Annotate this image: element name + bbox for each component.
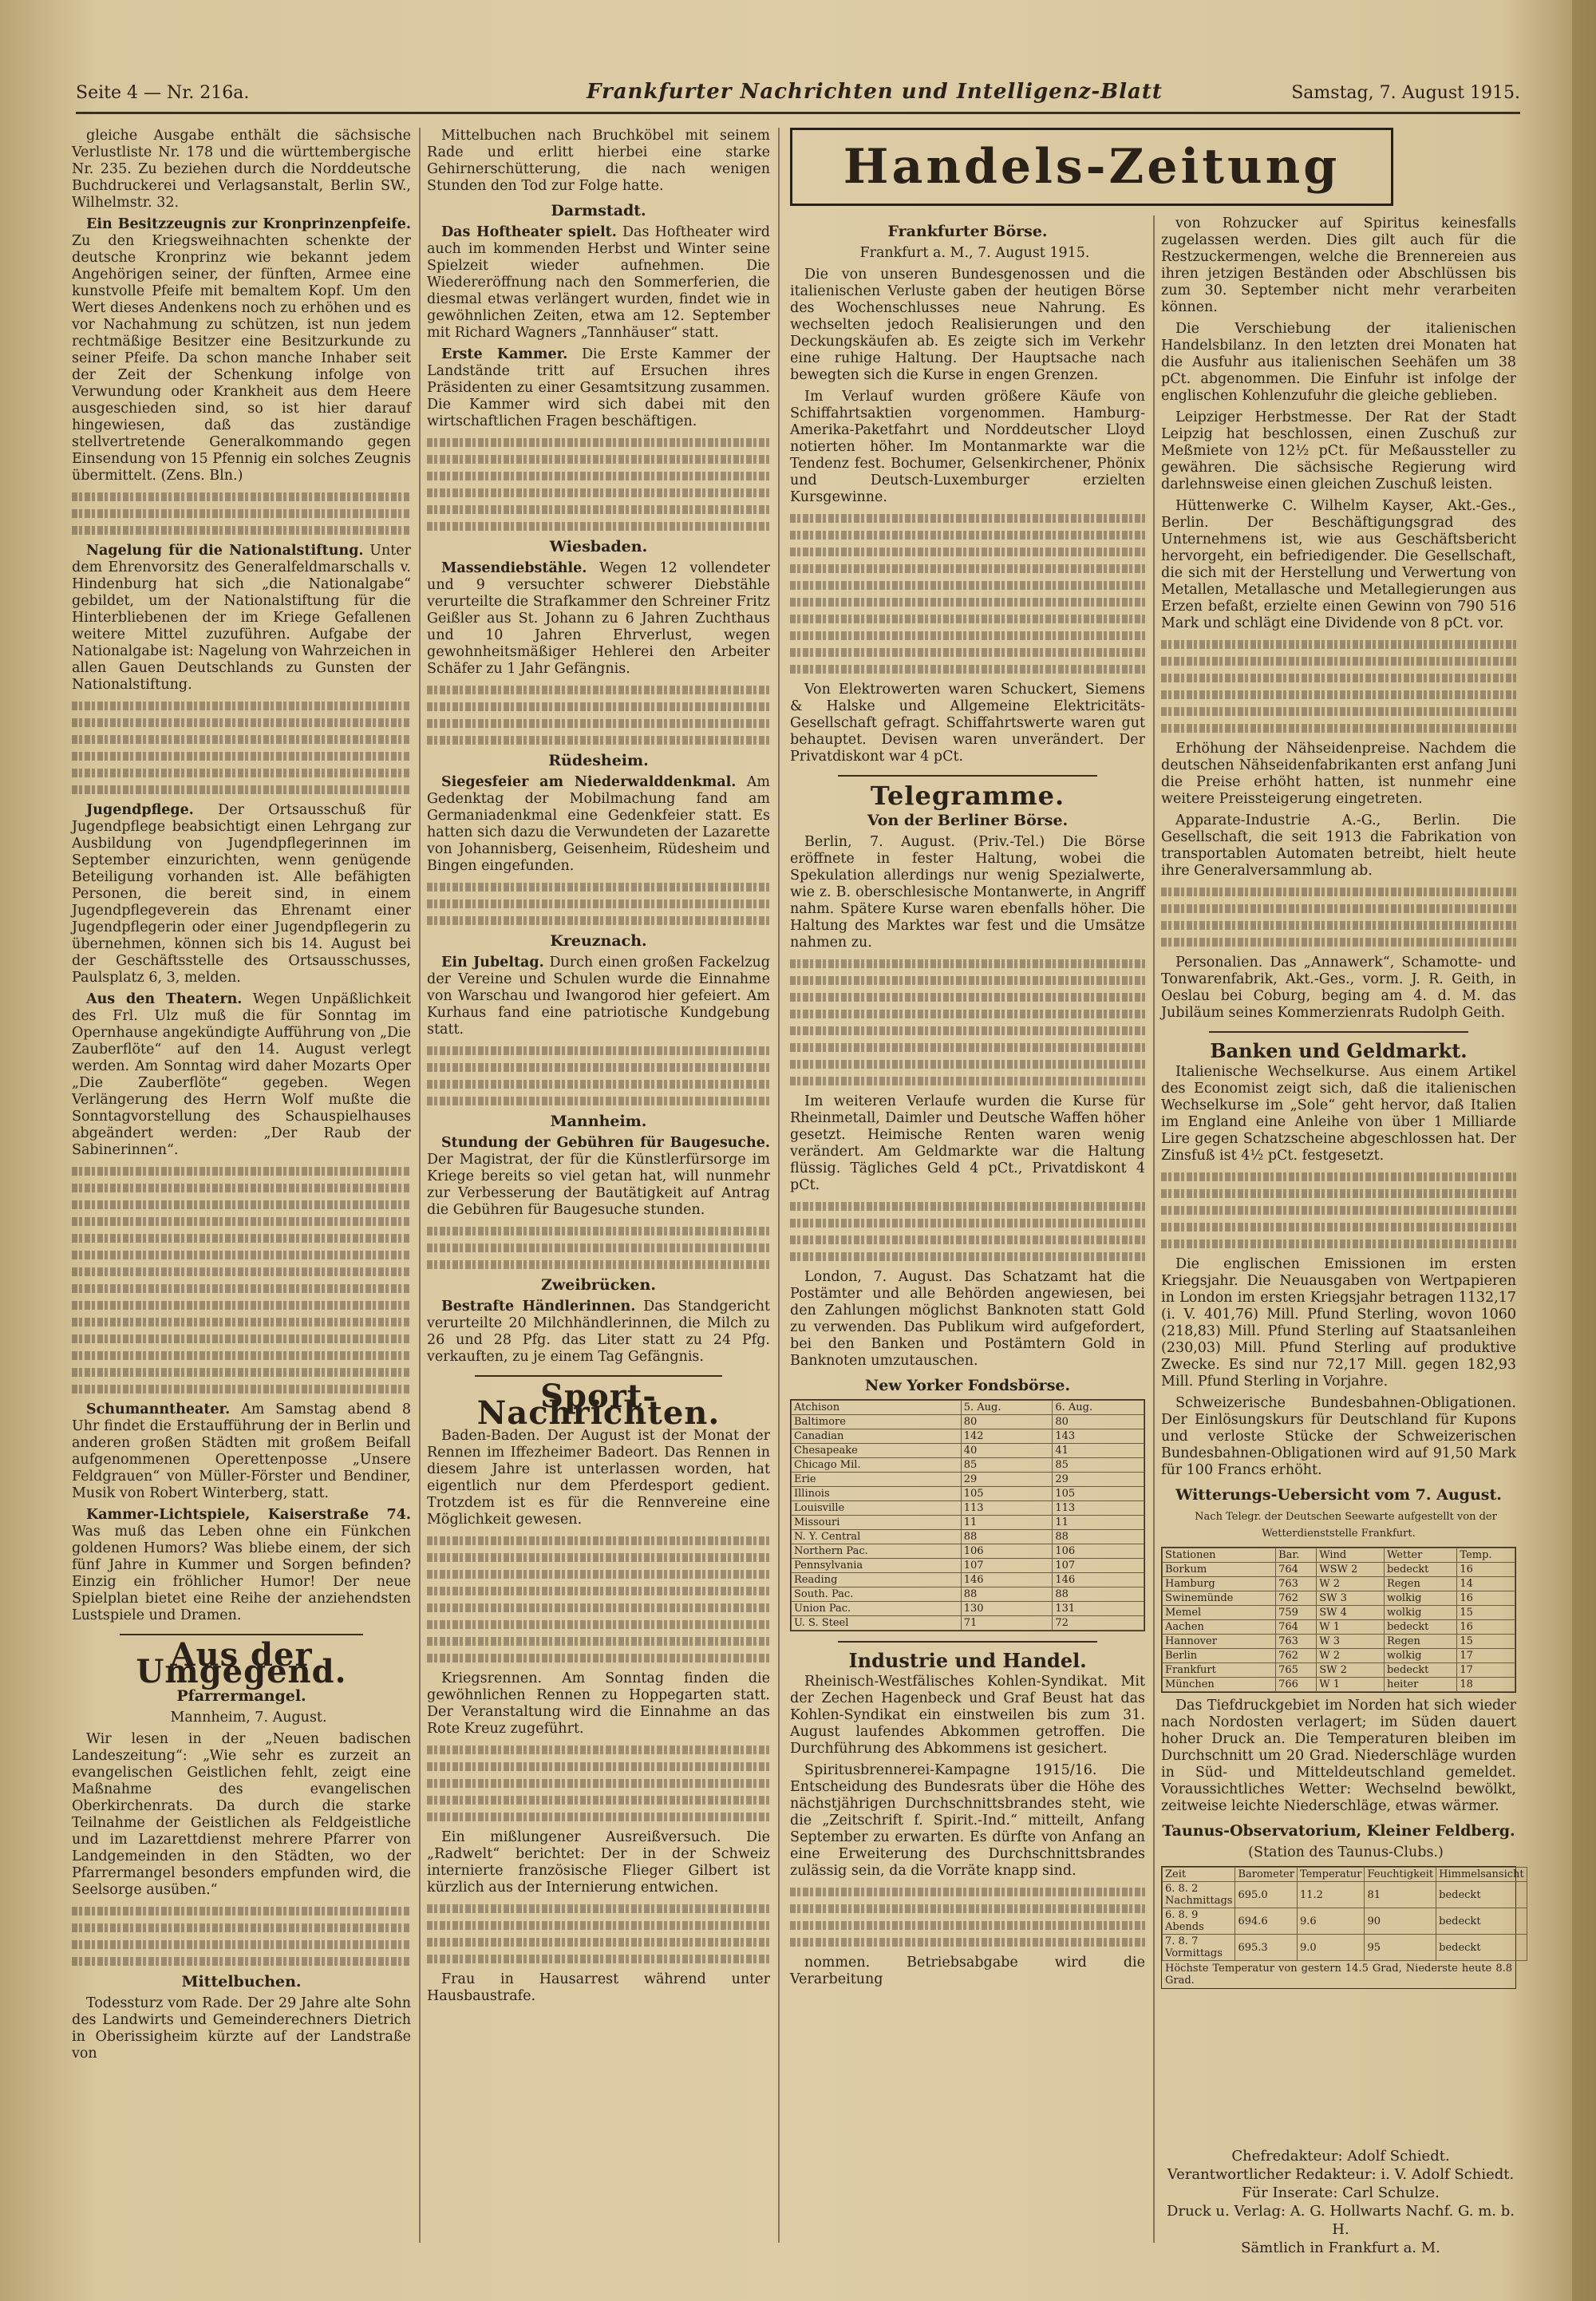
article-text: Von Elektrowerten waren Schuckert, Siemens & Halske und Allgemeine Elektricitäts-Gesellschaft gefragt. Schiffahrtswerte waren gut behauptet. Devisen waren unverändert. Der Privatdiskont war 4 pCt. (790, 682, 1145, 765)
table-cell: Memel (1163, 1606, 1276, 1620)
article-text: Die Verschiebung der italienischen Handelsbilanz. In den letzten drei Monaten hat die Ausfuhr aus italienischen Seehäfen um 38 pCt. abgenommen. Die Einfuhr ist infolge der englischen Kohlenzufuhr die gleiche geblieben. (1161, 321, 1516, 404)
table-cell: 130 (961, 1602, 1053, 1616)
article-text: Ein mißlungener Ausreißversuch. Die „Radwelt“ berichtet: Der in der Schweiz internierte französische Flieger Gilbert ist kürzlich aus der Internierung entwichen. (427, 1829, 770, 1896)
table-cell: Missouri (792, 1516, 962, 1530)
article-text: Todessturz vom Rade. Der 29 Jahre alte Sohn des Landwirts und Gemeinderechners Dietrich in Oberissigheim kürzte auf der Landstraße von (72, 1995, 411, 2062)
subheading: New Yorker Fondsbörse. (864, 1377, 1071, 1394)
article-text: Baden-Baden. Der August ist der Monat der Rennen im Iffezheimer Badeort. Das Rennen in diesem Jahre ist unterlassen worden, hat eigentlich nur dem Pferdesport gedient. Trotzdem ist es für die Rennvereine eine Möglichkeit gewesen. (427, 1428, 770, 1528)
table-cell: 762 (1276, 1591, 1317, 1606)
table-cell: 763 (1276, 1577, 1317, 1591)
station-note: (Station des Taunus-Clubs.) (1248, 1844, 1444, 1860)
article-text: Die von unseren Bundesgenossen und die italienischen Verluste gaben der heutigen Börse des Wochenschlusses neue Nahrung. Es wechselten jedoch Realisierungen und den Deckungskäufen ab. Es zeigte sich im Verkehr eine ruhige Haltung. Der Hauptsache nach bewegten sich die Kurse in engen Grenzen. (790, 267, 1145, 383)
table-row (1163, 1935, 1527, 1961)
article-text: Im weiteren Verlaufe wurden die Kurse für Rheinmetall, Daimler und Deutsche Waffen höher gesetzt. Heimische Renten waren wenig verändert. Am Geldmarkte war die Haltung flüssig. Tägliches Geld 4 pCt., Privatdiskont 4 pCt. (790, 1093, 1145, 1193)
article-text: Was muß das Leben ohne ein Fünkchen goldenen Humors? Was bliebe einem, der sich fünf Jahre in Kummer und Sorgen befinden? Einzig ein fröhlicher Humor! Der neue Spielplan bietet eine Reihe der anziehendsten Lustspiele und Dramen. (72, 1524, 411, 1623)
table-header: Wind (1317, 1548, 1385, 1563)
article-lead: Erste Kammer. (441, 346, 568, 362)
article-text: Das Standgericht verurteilte 20 Milchhändlerinnen, die Milch zu 26 und 28 Pfg. das Liter statt zu 24 Pfg. verkauften, zu je einem Tag Gefängnis. (427, 1299, 771, 1365)
article-text: Frau in Hausarrest während unter Hausbaustrafe. (427, 1971, 770, 2004)
article-text: Unter dem Ehrenvorsitz des Generalfeldmarschalls v. Hindenburg hat sich „die Nationalgabe“ gebildet, um der Nationalstiftung für die Hinterbliebenen der im Kriege Gefallenen weitere Mittel zuzuführen. Aufgabe der Nationalgabe ist: Nagelung von Wahrzeichen in allen Gauen Deutschlands zu Gunsten der Nationalstiftung. (72, 543, 411, 693)
article (427, 560, 770, 678)
table-cell: München (1163, 1678, 1276, 1692)
article (427, 955, 770, 1038)
table-row (792, 1444, 1144, 1458)
article-text: Die Erste Kammer der Landstände tritt auf Ersuchen ihres Präsidenten zu einer Gesamtsitzung zusammen. Die Kammer wird sich dabei mit den wirtschaftlichen Fragen beschäftigen. (427, 346, 770, 429)
table-cell: Illinois (792, 1487, 962, 1501)
table-cell: 9.6 (1297, 1908, 1364, 1935)
table-header: Temp. (1457, 1548, 1515, 1563)
article-text: von Rohzucker auf Spiritus keinesfalls zugelassen werden. Dies gilt auch für die Restzuckermengen, welche die Brennereien aus ihren jetzigen Beständen oder Abschlüssen bis zum 30. September nicht mehr verarbeiten können. (1161, 215, 1516, 315)
subheading: Mittelbuchen. (181, 1973, 302, 1991)
table-cell: 695.0 (1235, 1882, 1298, 1908)
table-cell: 95 (1365, 1935, 1436, 1961)
article-text: Kriegsrennen. Am Sonntag finden die gewöhnlichen Rennen zu Hoppegarten statt. Der Veranstaltung wird die Einnahme an das Rote Kreuz zugeführt. (427, 1670, 770, 1737)
table-cell: 88 (1053, 1530, 1144, 1544)
table-cell: 85 (961, 1458, 1053, 1473)
imprint-line: Für Inserate: Carl Schulze. (1242, 2184, 1440, 2201)
text-lines (1161, 1172, 1516, 1248)
table-header: Himmelsansicht (1436, 1868, 1527, 1882)
table-cell: bedeckt (1384, 1663, 1456, 1678)
table-cell: 15 (1457, 1606, 1515, 1620)
table-cell: bedeckt (1384, 1563, 1456, 1577)
text-lines (1161, 888, 1516, 947)
article (427, 1135, 770, 1219)
table-row (1163, 1620, 1515, 1635)
ny-stock-table (790, 1399, 1145, 1631)
weather-table (1161, 1547, 1516, 1693)
table-cell: Northern Pac. (792, 1544, 962, 1559)
section-rule (1209, 1031, 1468, 1033)
table-cell: 759 (1276, 1606, 1317, 1620)
table-header: Zeit (1163, 1868, 1235, 1882)
table-cell: U. S. Steel (792, 1616, 962, 1631)
table-row (1163, 1606, 1515, 1620)
table-cell: W 3 (1317, 1635, 1385, 1649)
table-header: Stationen (1163, 1548, 1276, 1563)
table-cell: Hannover (1163, 1635, 1276, 1649)
table-cell: Borkum (1163, 1563, 1276, 1577)
taunus-table (1161, 1866, 1524, 1989)
table-cell: 105 (1053, 1487, 1144, 1501)
article (427, 224, 770, 342)
table-cell: 41 (1053, 1444, 1144, 1458)
subheading: Kreuznach. (550, 932, 647, 950)
table-cell: W 2 (1317, 1577, 1385, 1591)
table-cell: 29 (1053, 1473, 1144, 1487)
table-cell: 142 (961, 1429, 1053, 1444)
table-cell: wolkig (1384, 1591, 1456, 1606)
table-cell: 694.6 (1235, 1908, 1298, 1935)
table-cell: wolkig (1384, 1606, 1456, 1620)
text-lines (72, 1907, 411, 1966)
table-cell: 113 (1053, 1501, 1144, 1516)
subheading: Wiesbaden. (549, 538, 648, 555)
imprint-line: Sämtlich in Frankfurt a. M. (1241, 2240, 1440, 2256)
table-row (792, 1458, 1144, 1473)
article-lead: Das Hoftheater spielt. (441, 224, 617, 240)
section-rule (838, 775, 1097, 777)
text-lines (72, 492, 411, 535)
article-lead: Schumanntheater. (86, 1402, 231, 1417)
table-cell: Canadian (792, 1429, 962, 1444)
article-text: Das Hoftheater wird auch im kommenden Herbst und Winter seine Spielzeit wieder aufnehmen. Die Wiedereröffnung nach den Sommerferien, die diesmal etwas verlängert wurden, findet wie in gewöhnlichen Zeiten, etwa am 12. September mit Richard Wagners „Tannhäuser“ statt. (427, 224, 770, 341)
table-cell: 143 (1053, 1429, 1144, 1444)
table-cell: Louisville (792, 1501, 962, 1516)
article-text: Leipziger Herbstmesse. Der Rat der Stadt Leipzig hat beschlossen, einen Zuschuß zur Meßmiete von 12½ pCt. für Meßaussteller zu gewähren. Die sächsische Regierung wird darlehnsweise einen gleichen Zuschuß leisten. (1161, 409, 1516, 492)
table-cell: 105 (961, 1487, 1053, 1501)
issue-date: Samstag, 7. August 1915. (1291, 83, 1520, 103)
text-lines (427, 1536, 770, 1662)
table-cell: 106 (1053, 1544, 1144, 1559)
section-title-telegramme: Telegramme. (870, 781, 1065, 811)
table-cell: 81 (1365, 1882, 1436, 1908)
text-lines (427, 883, 770, 925)
article (72, 1402, 411, 1502)
weather-source: Nach Telegr. der Deutschen Seewarte aufgestellt von der Wetterdienststelle Frankfurt. (1195, 1511, 1497, 1540)
table-cell: 80 (961, 1415, 1053, 1429)
text-lines (790, 1202, 1145, 1261)
table-header: Feuchtigkeit (1365, 1868, 1436, 1882)
table-cell: 85 (1053, 1458, 1144, 1473)
article-text: Durch einen großen Fackelzug der Vereine und Schulen wurde die Einnahme von Warschau und Iwangorod hier gefeiert. Am Kurhaus fand eine patriotische Kundgebung statt. (427, 955, 770, 1038)
dateline: Frankfurt a. M., 7. August 1915. (859, 245, 1090, 261)
table-cell: Swinemünde (1163, 1591, 1276, 1606)
article (72, 1507, 411, 1624)
table-cell: 16 (1457, 1563, 1515, 1577)
table-row (792, 1616, 1144, 1631)
table-row (792, 1530, 1144, 1544)
article-text: Das Tiefdruckgebiet im Norden hat sich wieder nach Nordosten verlagert; im Süden dauert hoher Druck an. Die Temperaturen bleiben im Durchschnitt um 20 Grad. Niederschläge wurden in Süd- und Mitteldeutschland gemeldet. Voraussichtliches Wetter: Wechselnd bewölkt, zeitweise leichte Niederschläge, etwas wärmer. (1161, 1698, 1516, 1814)
article-text: Rheinisch-Westfälisches Kohlen-Syndikat. Mit der Zechen Hagenbeck und Graf Beust hat das Kohlen-Syndikat ein einstweilen bis zum 31. August laufendes Abkommen getroffen. Die Durchführung des Abkommens ist gesichert. (790, 1674, 1145, 1757)
table-cell: 107 (1053, 1559, 1144, 1573)
subheading: Taunus-Observatorium, Kleiner Feldberg. (1162, 1822, 1515, 1840)
table-cell: N. Y. Central (792, 1530, 962, 1544)
table-row (792, 1473, 1144, 1487)
table-cell: 17 (1457, 1663, 1515, 1678)
table-row (1163, 1678, 1515, 1692)
table-cell: 80 (1053, 1415, 1144, 1429)
table-cell: W 2 (1317, 1649, 1385, 1663)
column-divider (1153, 215, 1155, 2243)
subheading: Von der Berliner Börse. (867, 812, 1069, 829)
table-cell: 6. 8. 2 Nachmittags (1163, 1882, 1235, 1908)
table-cell: 90 (1365, 1908, 1436, 1935)
article-lead: Massendiebstähle. (441, 560, 587, 576)
table-cell: 6. 8. 9 Abends (1163, 1908, 1235, 1935)
table-cell: Regen (1384, 1577, 1456, 1591)
subheading: Mannheim. (550, 1113, 647, 1130)
article-text: Schweizerische Bundesbahnen-Obligationen. Der Einlösungskurs für Deutschland für Kupons und verloste Stücke der Schweizerischen Bundesbahnen-Obligationen wird auf 91,50 Mark für 100 Francs erhöht. (1161, 1395, 1516, 1478)
text-lines (790, 1888, 1145, 1947)
table-cell: 113 (961, 1501, 1053, 1516)
table-cell: wolkig (1384, 1649, 1456, 1663)
table-row (1163, 1577, 1515, 1591)
article-lead: Bestrafte Händlerinnen. (441, 1299, 636, 1315)
article-lead: Jugendpflege. (86, 802, 194, 818)
column-3 (790, 215, 1145, 1993)
article (427, 346, 770, 430)
newspaper-title: Frankfurter Nachrichten und Intelligenz-Blatt (587, 80, 1163, 104)
table-cell: 40 (961, 1444, 1053, 1458)
table-cell: 11 (961, 1516, 1053, 1530)
masthead-title: Handels-Zeitung (843, 139, 1341, 195)
table-cell: Union Pac. (792, 1602, 962, 1616)
table-row (1163, 1663, 1515, 1678)
table-cell: Aachen (1163, 1620, 1276, 1635)
table-cell: 88 (961, 1587, 1053, 1602)
table-cell: 106 (961, 1544, 1053, 1559)
table-row (792, 1516, 1144, 1530)
article-signature: (Zens. Bln.) (160, 468, 243, 484)
text-lines (427, 686, 770, 745)
article-text: Der Ortsausschuß für Jugendpflege beabsichtigt einen Lehrgang zur Ausbildung von Jugendpflegerinnen im September einzurichten, wenn genügende Beteiligung vorhanden ist. Alle befähigten Personen, die bereit sind, in einem Jugendpflegeverein das Ehrenamt einer Jugendpflegerin oder einer Jugendpflegerin zu übernehmen, können sich bis 14. August bei der Geschäftsstelle des Ortsausschusses, Paulsplatz 6, 3, melden. (72, 802, 411, 986)
article-text: Wegen Unpäßlichkeit des Frl. Ulz muß die für Sonntag im Opernhause angekündigte Aufführung von „Die Zauberflöte“ auf den 14. August verlegt werden. Am Sonntag wird daher Mozarts Oper „Die Zauberflöte“ gegeben. Wegen Verlängerung des Herrn Wolf mußte die Sonntagvorstellung des Schauspielhauses abgeändert werden: „Der Raub der Sabinerinnen“. (72, 991, 411, 1158)
table-header: Bar. (1276, 1548, 1317, 1563)
table-row (1163, 1908, 1527, 1935)
table-row (792, 1429, 1144, 1444)
table-row (792, 1587, 1144, 1602)
intro-paragraph: gleiche Ausgabe enthält die sächsische Verlustliste Nr. 178 und die württembergische Nr. 235. Zu beziehen durch die Norddeutsche Buchdruckerei und Verlagsanstalt, Berlin SW., Wilhelmstr. 32. (72, 128, 411, 211)
table-row (1163, 1649, 1515, 1663)
imprint (1165, 2147, 1516, 2257)
text-lines (1161, 640, 1516, 733)
article-lead: Stundung der Gebühren für Baugesuche. (441, 1135, 770, 1151)
taunus-note: Höchste Temperatur von gestern 14.5 Grad, Niederste heute 8.8 Grad. (1165, 1963, 1512, 1987)
article-text: Apparate-Industrie A.-G., Berlin. Die Gesellschaft, die seit 1913 die Fabrikation von transportablen Automaten betreibt, hielt heute ihre Generalversammlung ab. (1161, 812, 1516, 879)
table-cell: heiter (1384, 1678, 1456, 1692)
subheading: Darmstadt. (551, 202, 646, 219)
text-lines (427, 1046, 770, 1105)
column-4 (1161, 215, 1524, 1994)
table-row (792, 1415, 1144, 1429)
section-title-industrie: Industrie und Handel. (848, 1649, 1087, 1672)
article (72, 991, 411, 1159)
text-lines (72, 702, 411, 794)
table-cell: 9.0 (1297, 1935, 1364, 1961)
page-edge (1572, 0, 1596, 2301)
table-cell: 131 (1053, 1602, 1144, 1616)
imprint-line: Chefredakteur: Adolf Schiedt. (1231, 2148, 1450, 2165)
text-lines (72, 1167, 411, 1394)
article-text: Am Samstag abend 8 Uhr findet die Erstaufführung der in Berlin und anderen großen Städten mit großem Beifall aufgenommenen Operettenposse „Unsere Feldgrauen“ von Müller-Förster und Bendiner, Musik von Robert Winterberg, statt. (72, 1402, 411, 1501)
column-2 (427, 128, 770, 2010)
table-row (1163, 1591, 1515, 1606)
table-cell: 766 (1276, 1678, 1317, 1692)
section-title-sport: Sport-Nachrichten. (476, 1378, 721, 1432)
dateline: Mannheim, 7. August. (170, 1710, 327, 1726)
section-title-umgegend: Aus der Umgegend. (136, 1636, 347, 1690)
table-cell: 16 (1457, 1620, 1515, 1635)
table-row (792, 1602, 1144, 1616)
column-1 (72, 128, 411, 2067)
article-text: Der Magistrat, der für die Künstlerfürsorge im Kriege bereits so viel getan hat, will nunmehr zur Verbesserung der Bautätigkeit auf Antrag die Gebühren für Baugesuche stunden. (427, 1152, 770, 1218)
table-cell: bedeckt (1436, 1908, 1527, 1935)
table-cell: WSW 2 (1317, 1563, 1385, 1577)
table-cell: bedeckt (1384, 1620, 1456, 1635)
table-cell: 17 (1457, 1649, 1515, 1663)
table-cell: 15 (1457, 1635, 1515, 1649)
table-row (792, 1487, 1144, 1501)
article-text: Berlin, 7. August. (Priv.-Tel.) Die Börse eröffnete in fester Haltung, wobei die Spekulation allerdings nur wenig Spezialwerte, wie z. B. oberschlesische Montanwerte, in Angriff nahm. Spätere Kurse waren ebenfalls höher. Die Haltung des Marktes war fest und die Umsätze nahmen zu. (790, 834, 1145, 951)
imprint-line: Verantwortlicher Redakteur: i. V. Adolf Schiedt. (1167, 2166, 1515, 2183)
section-rule (838, 1641, 1097, 1643)
table-cell: Atchison (792, 1401, 962, 1415)
article (72, 216, 411, 484)
table-row (1163, 1563, 1515, 1577)
table-cell: Berlin (1163, 1649, 1276, 1663)
table-header: Barometer (1235, 1868, 1298, 1882)
article-text: Im Verlauf wurden größere Käufe von Schiffahrtsaktien vorgenommen. Hamburg-Amerika-Paketfahrt und Norddeutscher Lloyd notierten höher. Im Montanmarkte war die Tendenz fest. Bochumer, Gelsenkirchener, Phönix und Deutsch-Luxemburger erzielten Kursgewinne. (790, 389, 1145, 505)
article (72, 802, 411, 986)
table-cell: 764 (1276, 1620, 1317, 1635)
table-row (792, 1559, 1144, 1573)
table-cell: 5. Aug. (961, 1401, 1053, 1415)
article-text: London, 7. August. Das Schatzamt hat die Postämter und alle Behörden angewiesen, bei den Zahlungen möglichst Banknoten statt Gold zu verwenden. Das Publikum wird aufgefordert, bei den Banken und Postämtern Gold in Banknoten umzutauschen. (790, 1269, 1145, 1369)
table-cell: 763 (1276, 1635, 1317, 1649)
page-number: Seite 4 — Nr. 216a. (76, 83, 250, 103)
article-text: Wir lesen in der „Neuen badischen Landeszeitung“: „Wie sehr es zurzeit an evangelischen Geistlichen fehlt, zeigt eine Maßnahme des evangelischen Oberkirchenrats. Da durch die starke Teilnahme der Geistlichen als Feldgeistliche und im Lazarettdienst mehrere Pfarrer von Landgemeinden in den Städten, wo der Pfarrermangel besonders empfunden wird, die Seelsorge ausüben.“ (72, 1731, 411, 1898)
table-cell: 765 (1276, 1663, 1317, 1678)
subheading: Zweibrücken. (541, 1276, 656, 1294)
table-cell: bedeckt (1436, 1882, 1527, 1908)
article-lead: Ein Jubeltag. (441, 955, 544, 971)
page-header (76, 80, 1520, 114)
text-lines (427, 438, 770, 531)
table-cell: 11.2 (1297, 1882, 1364, 1908)
table-cell: 6. Aug. (1053, 1401, 1144, 1415)
table-cell: 11 (1053, 1516, 1144, 1530)
table-cell: Hamburg (1163, 1577, 1276, 1591)
table-cell: 88 (1053, 1587, 1144, 1602)
text-lines (790, 959, 1145, 1085)
article-text: Zu den Kriegsweihnachten schenkte der deutsche Kronprinz wie bekannt jedem Angehörigen seiner, der fünften, Armee eine kunstvolle Pfeife mit bemaltem Kopf. Um den Wert dieses Andenkens noch zu erhöhen und es vor Nachahmung zu schützen, ist nun jedem rechtmäßige Besitzer eine Besitzurkunde zu seiner Pfeife. Da schon manche Inhaber seit der Zeit der Schenkung infolge von Verwundung oder Krankheit aus dem Heere ausgeschieden sind, so ist hier darauf hingewiesen, daß das zuständige stellvertretende Generalkommando gegen Einsendung von 15 Pfennig ein solches Zeugnis übermittelt. (72, 233, 411, 484)
table-cell: Reading (792, 1573, 962, 1587)
imprint-line: Druck u. Verlag: A. G. Hollwarts Nachf. G. m. b. H. (1167, 2203, 1515, 2238)
column-divider (778, 128, 780, 2243)
subheading: Witterungs-Uebersicht vom 7. August. (1175, 1486, 1502, 1504)
subheading: Rüdesheim. (548, 752, 649, 769)
table-cell: SW 3 (1317, 1591, 1385, 1606)
text-lines (427, 1746, 770, 1821)
text-lines (790, 514, 1145, 674)
article-lead: Siegesfeier am Niederwalddenkmal. (441, 774, 737, 790)
table-cell: 146 (961, 1573, 1053, 1587)
article-lead: Aus den Theatern. (86, 991, 243, 1007)
table-cell: Erie (792, 1473, 962, 1487)
article (72, 543, 411, 694)
table-cell: bedeckt (1436, 1935, 1527, 1961)
table-cell: 16 (1457, 1591, 1515, 1606)
article-text: Die englischen Emissionen im ersten Kriegsjahr. Die Neuausgaben von Wertpapieren in London im ersten Kriegsjahr betragen 1132,17 (i. V. 401,76) Mill. Pfund Sterling, wovon 1060 (218,83) Mill. Pfund Sterling auf Staatsanleihen (230,03) Mill. Pfund Sterling auf produktive Zwecke. Es sind nur 72,17 Mill. gegen 182,93 Mill. Pfund Sterling in Vorjahre. (1161, 1256, 1516, 1390)
text-lines (427, 1227, 770, 1269)
section-masthead (790, 128, 1393, 206)
article (427, 1299, 770, 1366)
article-text: Am Gedenktag der Mobilmachung fand am Germaniadenkmal eine Gedenkfeier statt. Es hatten sich dazu die Verwundeten der Lazarette von Johannisberg, Geisenheim, Rüdesheim und Bingen eingefunden. (427, 774, 770, 874)
table-cell: Frankfurt (1163, 1663, 1276, 1678)
article-text: Hüttenwerke C. Wilhelm Kayser, Akt.-Ges., Berlin. Der Beschäftigungsgrad des Unternehmens ist, wie aus Geschäftsbericht hervorgeht, ein befriedigender. Die Gesellschaft, die sich mit der Herstellung und Verwertung von Metallen, Metallasche und Metallegierungen aus Erzen befaßt, erzielte einen Gewinn von 790 516 Mark und schlägt eine Dividende von 8 pCt. vor. (1161, 498, 1516, 631)
table-cell: 29 (961, 1473, 1053, 1487)
table-cell: 146 (1053, 1573, 1144, 1587)
table-cell: Regen (1384, 1635, 1456, 1649)
article-text: Italienische Wechselkurse. Aus einem Artikel des Economist zeigt sich, daß die italienischen Wechselkurse im „Sole“ geht hervor, daß Italien im England eine Anleihe von über 1 Milliarde Lire gegen Schatzscheine abgeschlossen hat. Der Zinsfuß ist 4½ pCt. festgesetzt. (1161, 1064, 1516, 1164)
table-row (792, 1544, 1144, 1559)
table-cell: Pennsylvania (792, 1559, 962, 1573)
table-cell: Chesapeake (792, 1444, 962, 1458)
table-cell: 107 (961, 1559, 1053, 1573)
table-cell: 88 (961, 1530, 1053, 1544)
table-cell: 14 (1457, 1577, 1515, 1591)
table-cell: W 1 (1317, 1678, 1385, 1692)
subheading: Pfarrermangel. (176, 1687, 306, 1705)
subheading: Frankfurter Börse. (887, 223, 1048, 240)
table-cell: Chicago Mil. (792, 1458, 962, 1473)
table-row (1163, 1882, 1527, 1908)
table-cell: SW 2 (1317, 1663, 1385, 1678)
table-cell: South. Pac. (792, 1587, 962, 1602)
table-header: Wetter (1384, 1548, 1456, 1563)
article-text: Personalien. Das „Annawerk“, Schamotte- und Tonwarenfabrik, Akt.-Ges., vorm. J. R. Geith, in Oeslau bei Coburg, beging am 4. d. M. das Jubiläum seines Kommerzienrats Rudolph Geith. (1161, 955, 1516, 1021)
table-cell: 72 (1053, 1616, 1144, 1631)
table-header: Temperatur (1297, 1868, 1364, 1882)
table-cell: 695.3 (1235, 1935, 1298, 1961)
table-cell: 7. 8. 7 Vormittags (1163, 1935, 1235, 1961)
article-text: Erhöhung der Nähseidenpreise. Nachdem die deutschen Nähseidenfabrikanten erst anfang Juni die Preise erhöht hatten, ist nunmehr eine weitere Preissteigerung eingetreten. (1161, 741, 1516, 807)
table-cell: SW 4 (1317, 1606, 1385, 1620)
table-cell: 18 (1457, 1678, 1515, 1692)
table-row (792, 1501, 1144, 1516)
table-row (792, 1401, 1144, 1415)
article (427, 774, 770, 875)
table-cell: 71 (961, 1616, 1053, 1631)
section-rule (120, 1634, 363, 1635)
article-text: Wegen 12 vollendeter und 9 versuchter schwerer Diebstähle verurteilte die Strafkammer den Schreiner Fritz Geißler aus St. Johann zu 6 Jahren Zuchthaus und 10 Jahren Ehrverlust, wegen gewohnheitsmäßiger Hehlerei den Arbeiter Schäfer zu 1 Jahr Gefängnis. (427, 560, 770, 677)
table-cell: 762 (1276, 1649, 1317, 1663)
column-divider (419, 128, 421, 2243)
table-cell: W 1 (1317, 1620, 1385, 1635)
article-lead: Kammer-Lichtspiele, Kaiserstraße 74. (86, 1507, 411, 1523)
section-rule (475, 1375, 722, 1377)
table-row (1163, 1635, 1515, 1649)
text-lines (427, 1904, 770, 1963)
section-title-banken: Banken und Geldmarkt. (1210, 1039, 1468, 1062)
table-row (792, 1573, 1144, 1587)
article-text: Spiritusbrennerei-Kampagne 1915/16. Die Entscheidung des Bundesrats über die Höhe des nächstjährigen Durchschnittsbrandes steht, wie die „Zeitschrift f. Spirit.-Ind.“ mitteilt, Anfang September zu erwarten. Es dürfte von Anfang an eine Erweiterung des Durchschnittsbrandes zulässig sein, da die Vorräte knapp sind. (790, 1762, 1145, 1879)
table-cell: Baltimore (792, 1415, 962, 1429)
article-text: nommen. Betriebsabgabe wird die Verarbeitung (790, 1955, 1145, 1987)
intro-paragraph: Mittelbuchen nach Bruchköbel mit seinem Rade und erlitt hierbei eine starke Gehirnerschütterung, die nach wenigen Stunden den Tod zur Folge hatte. (427, 128, 770, 194)
article-lead: Nagelung für die Nationalstiftung. (86, 543, 364, 559)
article-lead: Ein Besitzzeugnis zur Kronprinzenpfeife. (86, 216, 411, 232)
table-cell: 764 (1276, 1563, 1317, 1577)
